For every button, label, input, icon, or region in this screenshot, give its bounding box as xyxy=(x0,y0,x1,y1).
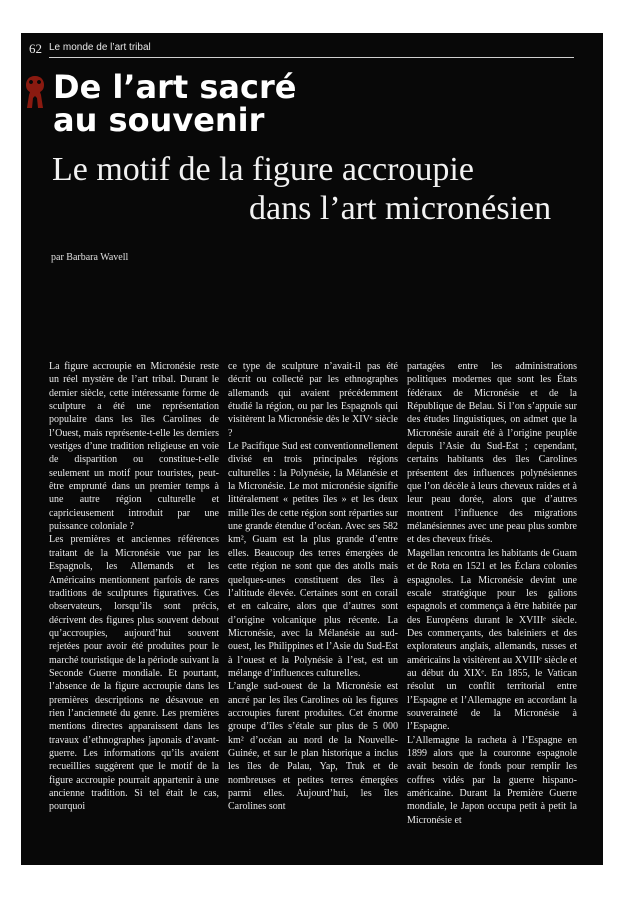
header-rule xyxy=(49,57,574,58)
paragraph: ce type de sculpture n’avait-il pas été décrit ou collecté par les ethnographes allemands qui avaient précédemment étudié la région, ou par les Espagnols qui visitèrent la Micronésie dès le XIVᵉ siècle ? xyxy=(228,361,398,439)
title-line-1: De l’art sacré xyxy=(53,68,297,106)
paragraph: L’Allemagne la racheta à l’Espagne en 1899 alors que la couronne espagnole avait besoin de fonds pour remplir les coffres vidés par la guerre hispano-américaine. Durant la Première Guerre mondiale, le Japon occupa petit à petit la Micronésie et xyxy=(407,734,577,826)
paragraph: L’angle sud-ouest de la Micronésie est ancré par les îles Carolines où les figures accroupies furent produites. Cet énorme groupe d’îles s’étale sur plus de 5 000 km² d’océan au nord de la Nouvelle-Guinée, et sur le plan historique a inclus les îles de Palau, Yap, Truk et de nombreuses et petites terres émergées parmi elles. Aujourd’hui, les îles Carolines sont xyxy=(228,681,398,813)
paragraph: La figure accroupie en Micronésie reste un réel mystère de l’art tribal. Durant le dernier siècle, cette intéressante forme de sculpture a été une représentation populaire dans les îles Carolines de l’Ouest, mais représente-t-elle les derniers vestiges d’une tradition religieuse en voie de disparition ou constitue-t-elle seulement un motif pour touristes, peut-être emprunté dans un premier temps à une autre région culturelle et capricieusement introduit par une puissance coloniale ? xyxy=(49,361,219,533)
magazine-page xyxy=(21,33,603,865)
text-column-2 xyxy=(228,360,398,814)
article-title xyxy=(53,68,297,139)
article-subtitle-line-1: Le motif de la figure accroupie xyxy=(52,151,474,188)
page-number: 62 xyxy=(29,41,42,56)
paragraph: Le Pacifique Sud est conventionnellement divisé en trois principales régions culturelles : la Polynésie, la Mélanésie et la Micronésie. Le mot micronésie signifie littéralement « petites îles » et les deux mille îles de cette région sont réparties sur une grande étendue d’océan. Avec ses 582 km², Guam est la plus grande d’entre elles. Beaucoup des terres émergées de cette région ne sont que des atolls mais quelques-unes constituent des îles à l’altitude élevée. Certaines sont en corail et en calcaire, alors que d’autres sont d’origine volcanique plus récente. La Micronésie, avec la Mélanésie au sud-ouest, les Philippines et l’Asie du Sud-Est à l’ouest et la Polynésie à l’est, est un mélange d’influences culturelles. xyxy=(228,441,398,679)
paragraph: Magellan rencontra les habitants de Guam et de Rota en 1521 et les Éclara colonies espagnoles. La Micronésie devint une escale stratégique pour les galions espagnols et commença à être habitée par des Européens durant le XVIIIᵉ siècle. Des commerçants, des baleiniers et des explorateurs anglais, allemands, russes et américains la visitèrent au XVIIIᵉ siècle et au début du XIXᵉ. En 1855, le Vatican résolut un conflit territorial entre l’Espagne et l’Allemagne en accordant la souveraineté de la Micronésie à l’Espagne. xyxy=(407,547,577,733)
paragraph: Les premières et anciennes références traitant de la Micronésie vue par les Espagnols, les Allemands et les Américains mentionnent parfois de rares traditions de sculptures figuratives. Ces observateurs, lorsqu’ils sont précis, décrivent des figures plus souvent debout qu’accroupies, aujourd’hui souvent rejetées pour avoir été produites pour le marché touristique de la période suivant la Seconde Guerre mondiale. Et pourtant, l’absence de la figure accroupie dans les premières descriptions ne désavoue en rien l’ancienneté du genre. Les premières mentions directes apparaissent dans les travaux d’ethnographes japonais d’avant-guerre. Les informations qu’ils avaient recueillies suggèrent que le motif de la figure accroupie pourrait appartenir à une ancienne tradition. Si tel était le cas, pourquoi xyxy=(49,534,219,813)
text-column-1 xyxy=(49,360,219,814)
author-byline: par Barbara Wavell xyxy=(51,252,129,263)
article-subtitle-line-2: dans l’art micronésien xyxy=(249,190,552,227)
running-header xyxy=(21,41,603,59)
title-line-2: au souvenir xyxy=(53,101,265,139)
text-column-3 xyxy=(407,360,577,827)
section-title: Le monde de l’art tribal xyxy=(49,42,151,53)
tribal-figure-icon xyxy=(25,75,45,109)
paragraph: partagées entre les administrations politiques modernes que sont les États fédéraux de Micronésie et de la République de Belau. Si l’on s’appuie sur des études linguistiques, on admet que la Micronésie aurait été à l’origine peuplée depuis l’Asie du Sud-Est ; cependant, certains habitants des îles Carolines présentent des influences polynésiennes que l’on décèle à leurs cheveux raides et à leur peau dorée, alors que d’autres montrent l’influence des migrations mélanésiennes avec une peau plus sombre et des cheveux frisés. xyxy=(407,361,577,546)
